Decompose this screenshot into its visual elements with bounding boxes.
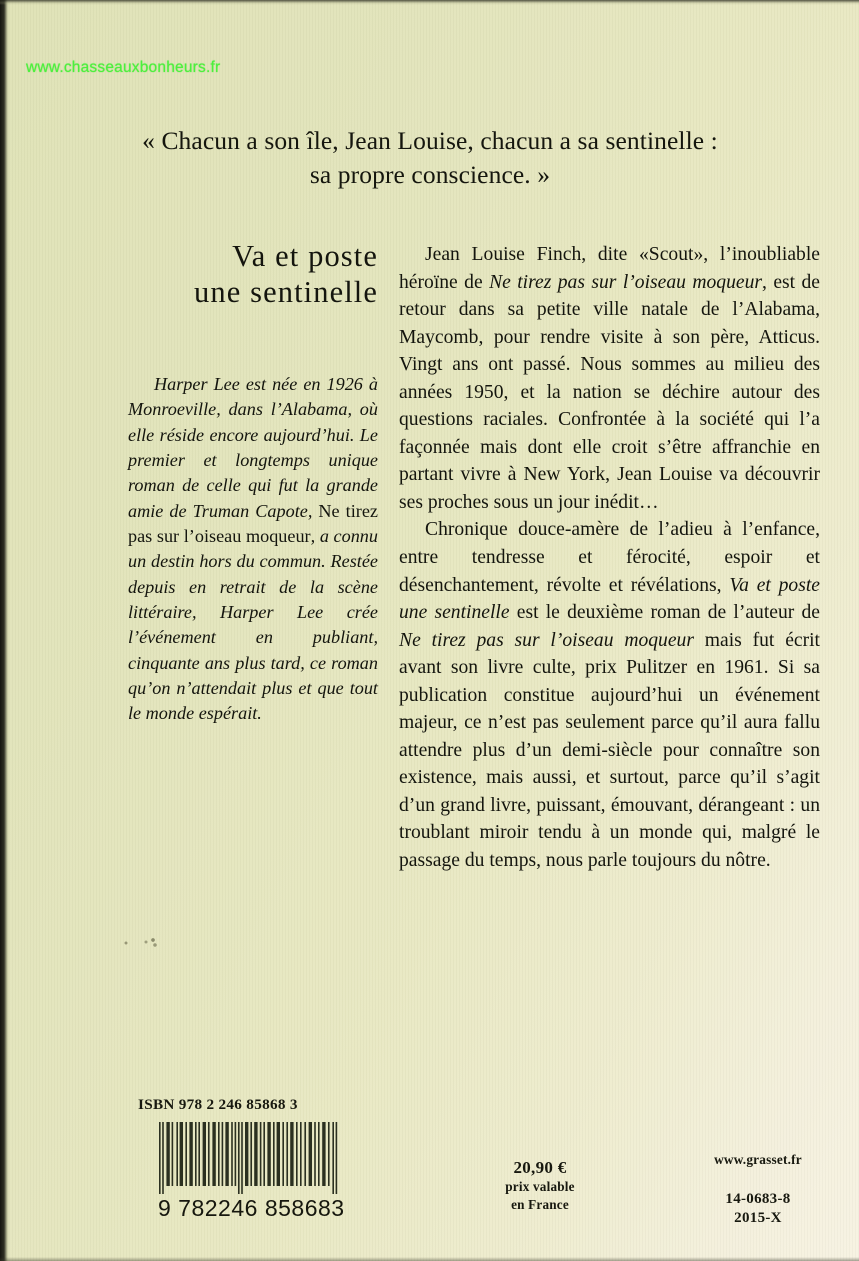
blurb-p2-text-a: Chronique douce-amère de l’adieu à l’enfance, entre tendresse et férocité, espoir et désenchantement, révolte et révélations, xyxy=(399,519,820,596)
publisher-website[interactable]: www.grasset.fr xyxy=(714,1152,802,1167)
blurb-p1-text-b: , est de retour dans sa petite ville natale de l’Alabama, Maycomb, pour rendre visite à son père, Atticus. Vingt ans ont passé. Nous sommes au milieu des années 1950, et la nation se déchire autour des questions raciales. Confrontée à la société qui l’a façonnée mais dont elle croit s’être affranchie en partant vivre à New York, Jean Louise va découvrir ses proches sous un jour inédit… xyxy=(399,271,820,513)
book-title-line-1: Va et poste xyxy=(232,239,378,273)
barcode-image xyxy=(158,1122,343,1194)
barcode-digits: 9 782246 858683 xyxy=(158,1195,345,1221)
price-amount: 20,90 € xyxy=(513,1158,567,1177)
publisher-block xyxy=(678,1152,838,1228)
cover-top-edge-shadow xyxy=(0,0,859,5)
blurb-p1-italic-title-1: Ne tirez pas sur l’oiseau moqueur xyxy=(489,271,763,293)
price-note-line-1: prix valable xyxy=(505,1179,575,1194)
author-biography xyxy=(128,372,378,727)
barcode-block xyxy=(158,1122,343,1222)
right-column-blurb xyxy=(399,241,820,875)
biography-text-part-2: , a connu un destin hors du commun. Restée depuis en retrait de la scène littéraire, Harper Lee crée l’événement en publiant, cinquante ans plus tard, ce roman qu’on n’attendait plus et que tout le monde espérait. xyxy=(128,526,378,724)
blurb-p2-italic-title-2: Ne tirez pas sur l’oiseau moqueur xyxy=(399,629,694,651)
publisher-code-line-2: 2015-X xyxy=(734,1210,782,1226)
publisher-codes xyxy=(678,1190,838,1228)
biography-referenced-title: Ne tirez pas sur l’oiseau moqueur xyxy=(128,500,378,547)
price-note-line-2: en France xyxy=(511,1196,569,1212)
blurb-p2-text-b: est le deuxième roman de l’auteur de xyxy=(509,602,820,624)
epigraph-line-1: « Chacun a son île, Jean Louise, chacun a sa sentinelle : xyxy=(142,126,718,155)
isbn-label: ISBN 978 2 246 85868 3 xyxy=(138,1096,298,1113)
blurb-p2-italic-title-1: Va et poste une sentinelle xyxy=(399,574,820,624)
publisher-code-line-1: 14-0683-8 xyxy=(725,1191,791,1207)
blurb-p2-text-c: mais fut écrit avant son livre culte, prix Pulitzer en 1961. Si sa publication constitue aujourd’hui un événement majeur, ce n’est pas seulement parce qu’il aura fallu attendre plus d’un demi-siècle pour connaître son existence, mais aussi, et surtout, parce qu’il s’agit d’un grand livre, puissant, émouvant, dérangeant : un troublant miroir tendu à un monde qui, malgré le passage du temps, nous parle toujours du nôtre. xyxy=(399,629,820,872)
cover-bottom-edge-shadow xyxy=(0,1257,859,1261)
epigraph-line-2: sa propre conscience. » xyxy=(309,160,551,189)
blurb-paragraph-2 xyxy=(399,516,820,874)
left-column xyxy=(128,238,378,727)
book-title xyxy=(128,238,378,310)
site-watermark: www.chasseauxbonheurs.fr xyxy=(26,59,221,76)
blurb-paragraph-1 xyxy=(399,241,820,516)
book-title-line-2: une sentinelle xyxy=(194,275,378,309)
blurb-p1-text-a: Jean Louise Finch, dite «Scout», l’inoubliable héroïne de xyxy=(399,244,820,293)
price-block xyxy=(460,1158,620,1213)
epigraph-quote xyxy=(72,124,788,192)
biography-text-part-1: Harper Lee est née en 1926 à Monroeville, dans l’Alabama, où elle réside encore aujourd’hui. Le premier et longtemps unique roman de celle qui fut la grande amie de Truman Capote, xyxy=(128,374,378,521)
cover-left-edge-shadow xyxy=(0,0,9,1261)
paper-smudge-mark xyxy=(122,934,164,948)
